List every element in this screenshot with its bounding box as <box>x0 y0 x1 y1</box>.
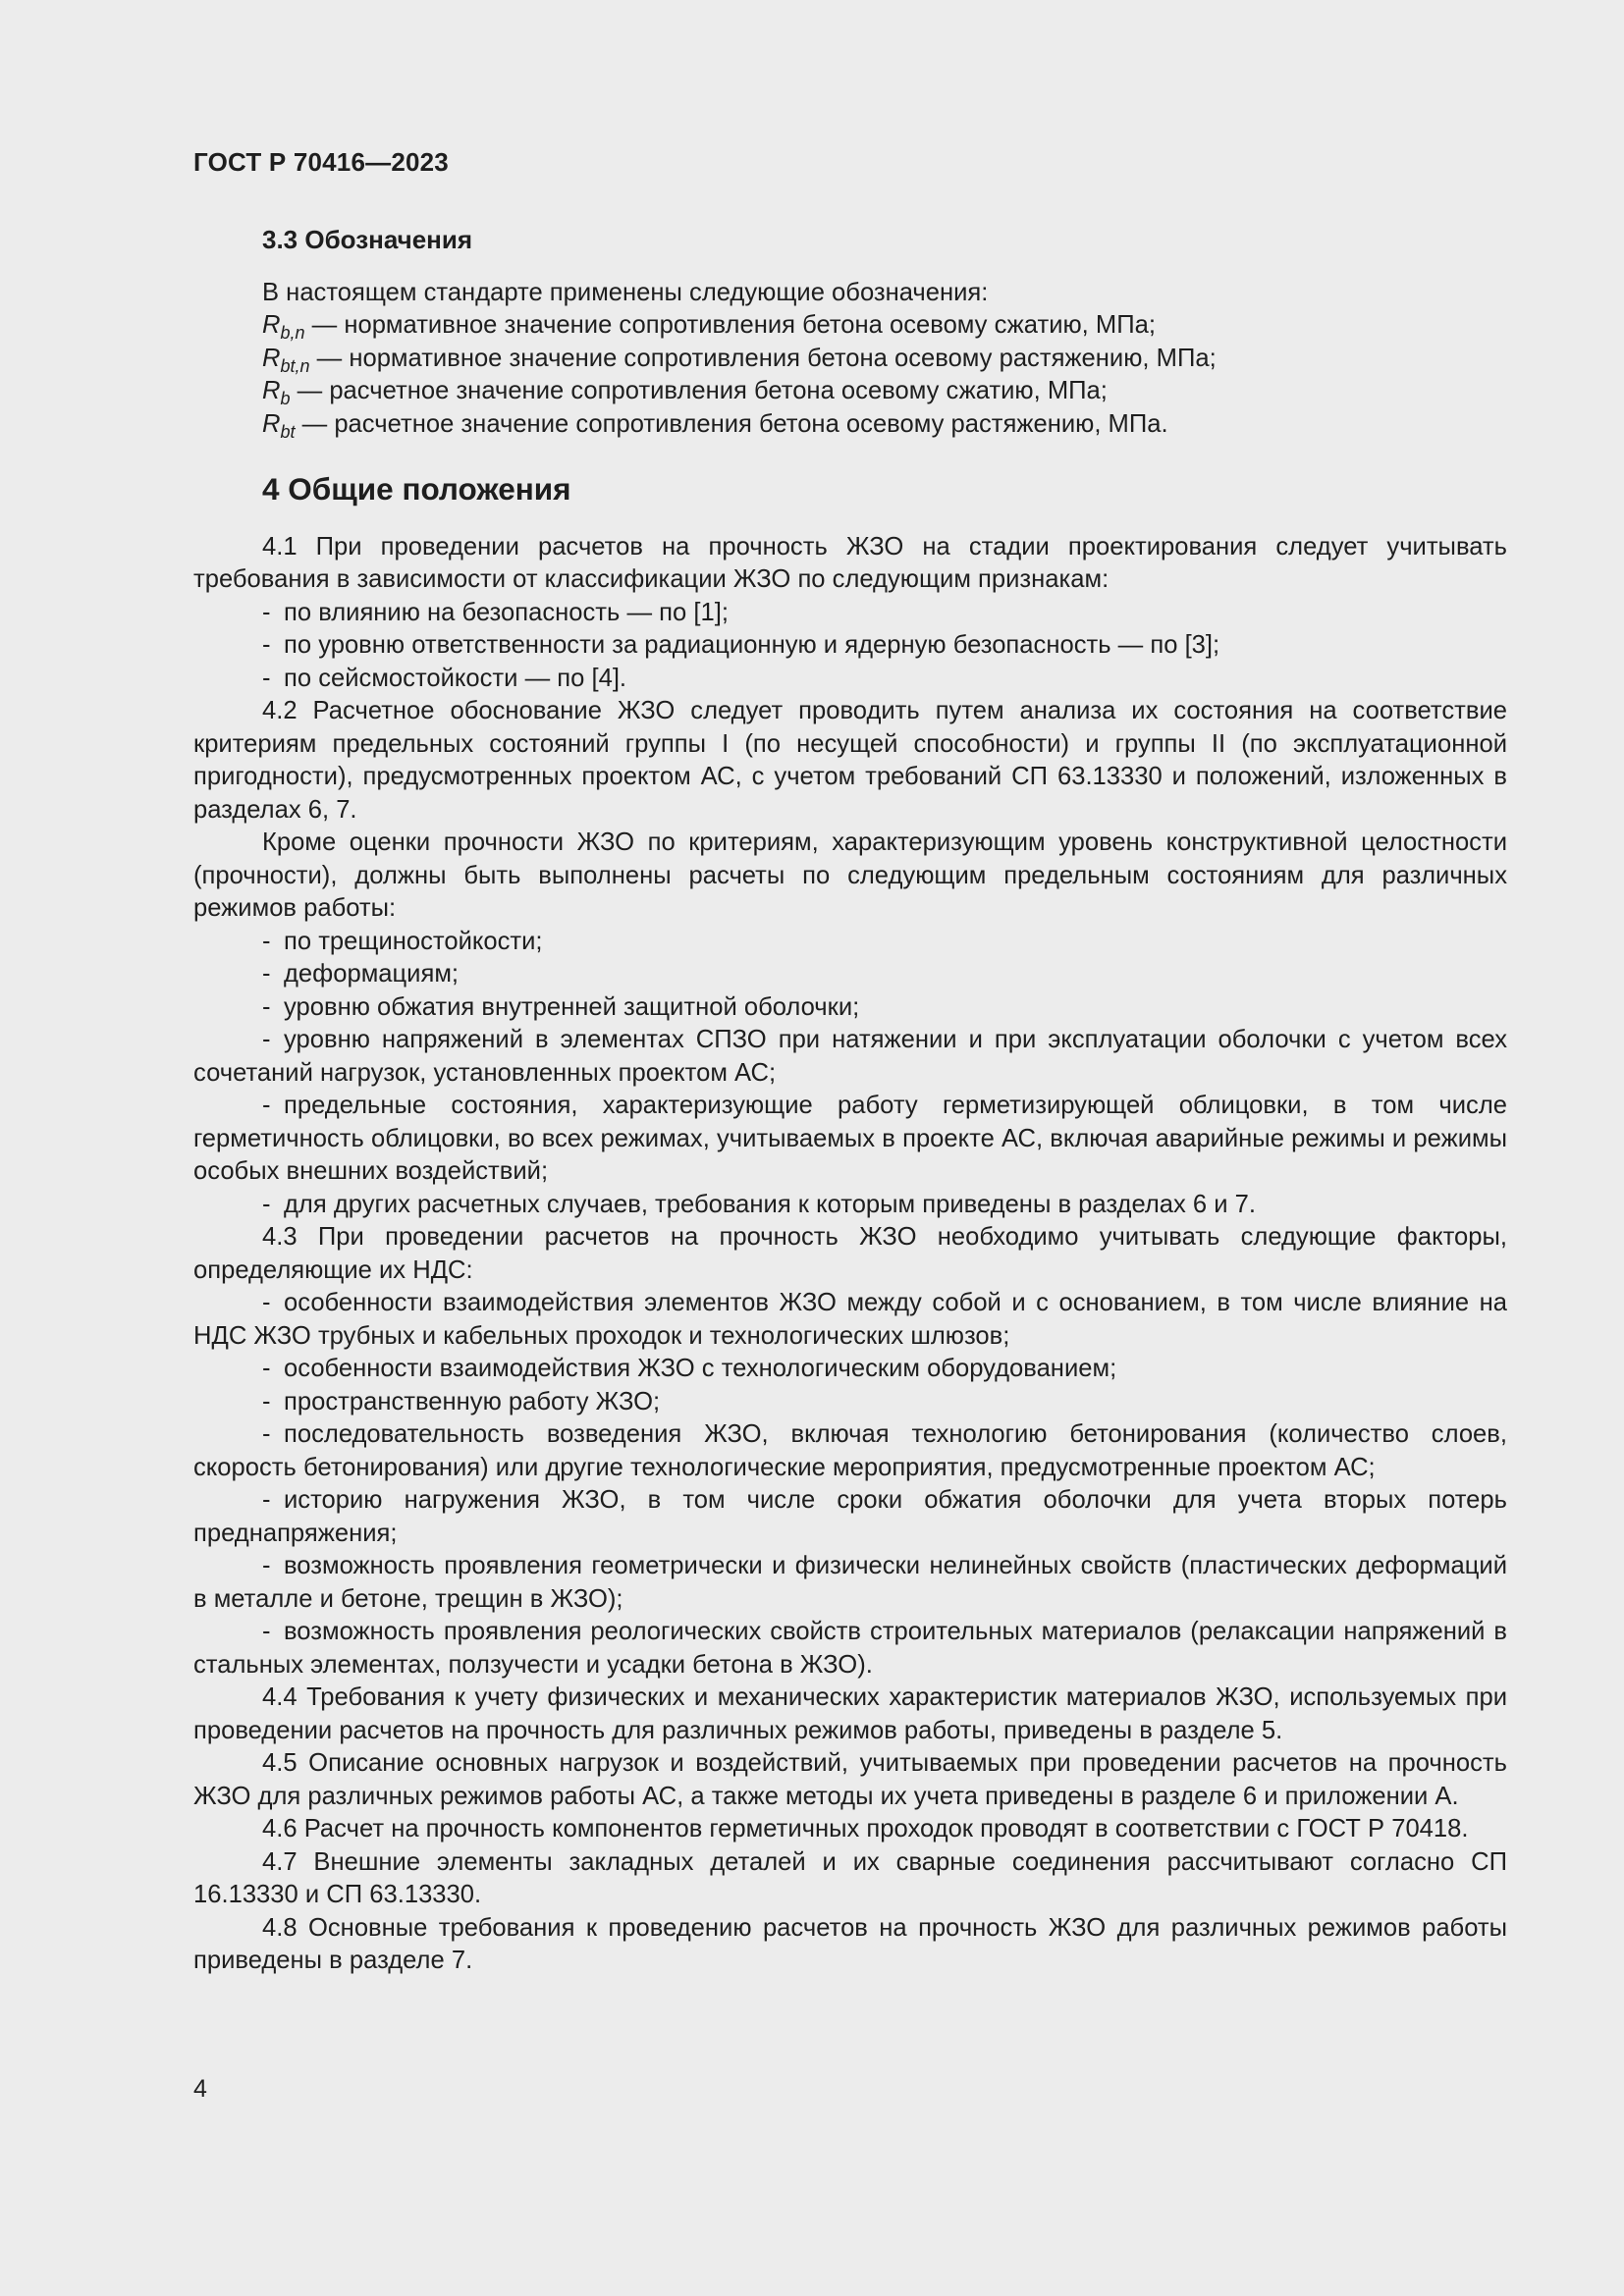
symbol-letter: R <box>262 377 281 404</box>
list-item: - для других расчетных случаев, требования к которым приведены в разделах 6 и 7. <box>262 1190 1256 1218</box>
list-item: - предельные состояния, характеризующие работу герметизирующей облицовки, в том числе герметичность облицовки, во всех режимах, учитываемых в проекте АС, включая аварийные режимы и режимы особых внешних воздействий; <box>193 1092 1507 1185</box>
list-item: - по трещиностойкости; <box>262 927 543 955</box>
page-number: 4 <box>193 2075 207 2103</box>
symbol-item <box>262 375 1507 408</box>
symbol-subscript: bt <box>280 421 296 442</box>
symbol-item <box>262 309 1507 343</box>
symbol-subscript: bt,n <box>280 355 310 376</box>
list-item: - деформациям; <box>262 960 460 988</box>
paragraph-4-4: 4.4 Требования к учету физических и механических характеристик материалов ЖЗО, используемых при проведении расчетов на прочность для различных режимов работы, приведены в разделе 5. <box>193 1683 1507 1744</box>
symbol-letter: R <box>262 409 281 438</box>
paragraph-4-5: 4.5 Описание основных нагрузок и воздействий, учитываемых при проведении расчетов на прочность ЖЗО для различных режимов работы АС, а также методы их учета приведены в разделе 6 и приложении А. <box>193 1749 1507 1810</box>
symbol-item <box>262 343 1507 376</box>
page-body <box>193 224 1507 1978</box>
list-item: - уровню обжатия внутренней защитной оболочки; <box>262 992 860 1021</box>
list-item: - возможность проявления реологических свойств строительных материалов (релаксации напряжений в стальных элементах, ползучести и усадки бетона в ЖЗО). <box>193 1618 1507 1679</box>
paragraph-4-8: 4.8 Основные требования к проведению расчетов на прочность ЖЗО для различных режимов работы приведены в разделе 7. <box>193 1913 1507 1974</box>
document-header: ГОСТ Р 70416—2023 <box>193 147 449 177</box>
list-item: - особенности взаимодействия элементов ЖЗО между собой и с основанием, в том числе влияние на НДС ЖЗО трубных и кабельных проходок и технологических шлюзов; <box>193 1289 1507 1350</box>
list-item: - возможность проявления геометрически и физически нелинейных свойств (пластических деформаций в металле и бетоне, трещин в ЖЗО); <box>193 1552 1507 1613</box>
list-item: - по уровню ответственности за радиационную и ядерную безопасность — по [3]; <box>262 631 1220 659</box>
symbol-subscript: b <box>280 389 291 408</box>
symbol-definition: — расчетное значение сопротивления бетона осевому растяжению, МПа. <box>295 409 1168 438</box>
paragraph-4-6: 4.6 Расчет на прочность компонентов герметичных проходок проводят в соответствии с ГОСТ Р 70418. <box>262 1815 1469 1842</box>
symbol-definition: — нормативное значение сопротивления бетона осевому растяжению, МПа; <box>309 344 1217 372</box>
list-item: - последовательность возведения ЖЗО, включая технологию бетонирования (количество слоев, скорость бетонирования) или другие технологические мероприятия, предусмотренные проектом АС; <box>193 1420 1507 1481</box>
symbol-letter: R <box>262 344 281 372</box>
paragraph-4-1: 4.1 При проведении расчетов на прочность ЖЗО на стадии проектирования следует учитывать требования в зависимости от классификации ЖЗО по следующим признакам: <box>193 532 1507 593</box>
symbol-definition: — расчетное значение сопротивления бетона осевому сжатию, МПа; <box>290 377 1108 404</box>
symbol-letter: R <box>262 311 281 339</box>
paragraph-4-2-continued: Кроме оценки прочности ЖЗО по критериям, характеризующим уровень конструктивной целостности (прочности), должны быть выполнены расчеты по следующим предельным состояниям для различных режимов работы: <box>193 828 1507 922</box>
symbol-item <box>262 408 1507 442</box>
symbol-definition: — нормативное значение сопротивления бетона осевому сжатию, МПа; <box>304 311 1156 339</box>
list-item: - по сейсмостойкости — по [4]. <box>262 664 627 692</box>
paragraph-4-2: 4.2 Расчетное обоснование ЖЗО следует проводить путем анализа их состояния на соответствие критериям предельных состояний группы I (по несущей способности) и группы II (по эксплуатационной пригодности), предусмотренных проектом АС, с учетом требований СП 63.13330 и положений, изложенных в разделах 6, 7. <box>193 697 1507 824</box>
list-item: - особенности взаимодействия ЖЗО с технологическим оборудованием; <box>262 1355 1117 1382</box>
paragraph-4-3: 4.3 При проведении расчетов на прочность ЖЗО необходимо учитывать следующие факторы, определяющие их НДС: <box>193 1223 1507 1284</box>
section-4-heading: 4 Общие положения <box>262 471 571 507</box>
list-item: - пространственную работу ЖЗО; <box>262 1387 661 1415</box>
list-item: - уровню напряжений в элементах СПЗО при натяжении и при эксплуатации оболочки с учетом всех сочетаний нагрузок, установленных проектом АС; <box>193 1026 1507 1087</box>
section-3-3-heading: 3.3 Обозначения <box>262 225 473 254</box>
symbols-intro: В настоящем стандарте применены следующие обозначения: <box>262 278 989 306</box>
list-item: - по влиянию на безопасность — по [1]; <box>262 598 729 626</box>
paragraph-4-7: 4.7 Внешние элементы закладных деталей и их сварные соединения рассчитывают согласно СП 16.13330 и СП 63.13330. <box>193 1847 1507 1908</box>
list-item: - историю нагружения ЖЗО, в том числе сроки обжатия оболочки для учета вторых потерь преднапряжения; <box>193 1486 1507 1547</box>
symbol-subscript: b,n <box>280 323 305 343</box>
